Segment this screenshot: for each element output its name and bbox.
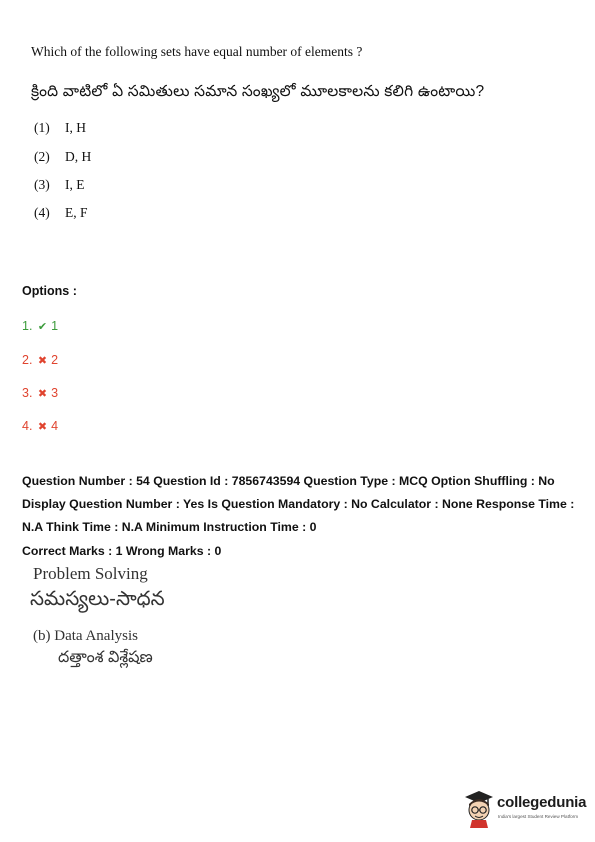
- option-value: 4: [51, 419, 59, 433]
- choice-item: [34, 205, 88, 221]
- option-prefix: 1.: [22, 319, 33, 333]
- mascot-icon: [462, 788, 496, 828]
- choice-item: [34, 149, 91, 165]
- choice-item: [34, 177, 85, 193]
- option-prefix: 2.: [22, 353, 33, 367]
- choice-number: (1): [34, 120, 50, 135]
- cross-icon: ✖: [37, 421, 48, 433]
- choice-text: I, H: [65, 120, 86, 135]
- choice-number: (2): [34, 149, 50, 164]
- question-metadata: Question Number : 54 Question Id : 7856743594 Question Type : MCQ Option Shuffling : No Display Question Number : Yes Is Question Mandatory : No Calculator : None Response Time : N.A Think Time : N.A Minimum Instruction Time : 0: [22, 474, 575, 534]
- logo-name: collegedunia: [497, 794, 587, 811]
- cross-icon: ✖: [37, 388, 48, 400]
- cross-icon: ✖: [37, 355, 48, 367]
- option-item-correct: [22, 319, 58, 333]
- option-value: 1: [51, 319, 59, 333]
- choice-number: (3): [34, 177, 50, 192]
- marks-info: Correct Marks : 1 Wrong Marks : 0: [22, 544, 222, 558]
- option-item-wrong: [22, 353, 58, 367]
- option-prefix: 4.: [22, 419, 33, 433]
- option-item-wrong: [22, 386, 58, 400]
- logo-tagline: India's largest Student Review Platform: [498, 814, 579, 819]
- option-prefix: 3.: [22, 386, 33, 400]
- question-english: Which of the following sets have equal number of elements ?: [31, 44, 363, 59]
- check-icon: ✔: [37, 321, 48, 333]
- choice-number: (4): [34, 205, 50, 220]
- choice-text: E, F: [65, 205, 88, 220]
- section-heading-te: సమస్యలు-సాధన: [30, 588, 165, 610]
- question-telugu: క్రింది వాటిలో ఏ సమితులు సమాన సంఖ్యలో మూలకాలను కలిగి ఉంటాయి?: [31, 83, 485, 100]
- option-value: 3: [51, 386, 59, 400]
- choice-item: [34, 120, 86, 136]
- collegedunia-logo: [462, 788, 592, 828]
- choice-text: D, H: [65, 149, 92, 164]
- subsection-heading-en: (b) Data Analysis: [33, 628, 138, 644]
- choice-text: I, E: [65, 177, 85, 192]
- section-heading-en: Problem Solving: [33, 564, 148, 583]
- option-value: 2: [51, 353, 59, 367]
- option-item-wrong: [22, 419, 58, 433]
- subsection-heading-te: దత్తాంశ విశ్లేషణ: [58, 649, 153, 666]
- options-title: Options :: [22, 284, 77, 298]
